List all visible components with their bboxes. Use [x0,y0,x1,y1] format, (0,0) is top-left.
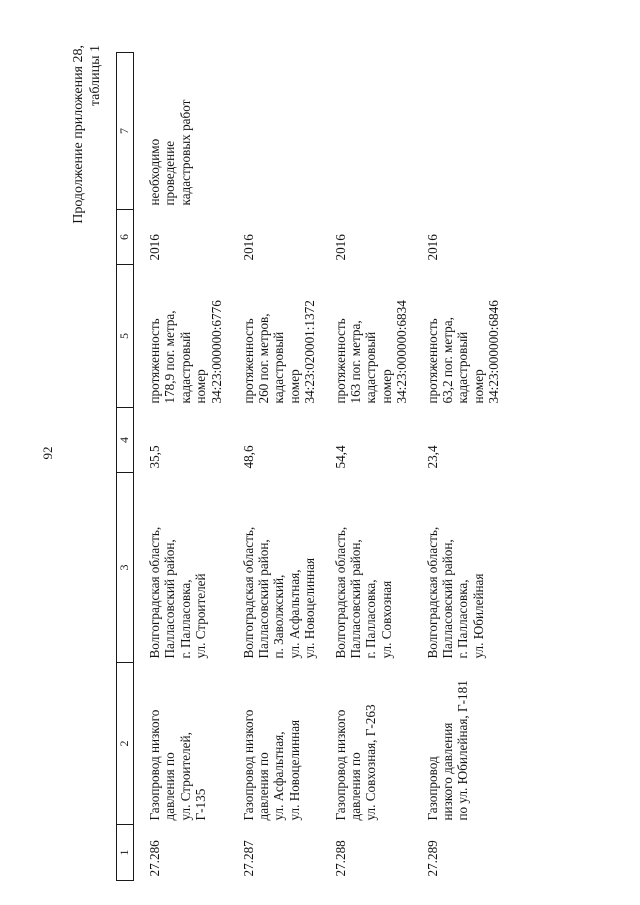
column-header-5: 5 [117,265,134,408]
row-number: 27.288 [332,840,348,877]
object-location: Волгоградская область, Палласовский район, г. Палласовка, ул. Совхозная [332,526,394,659]
column-header-3: 3 [117,473,134,663]
object-name: Газопровод низкого давления по ул. Асфальтная, ул. Новоцелинная [240,709,302,821]
object-location: Волгоградская область, Палласовский район, г. Палласовка, ул. Строителей [147,526,209,659]
object-year: 2016 [424,234,440,261]
table-row [318,53,410,881]
column-header-2: 2 [117,663,134,825]
object-value: 35,5 [147,445,162,469]
caption-line-2: таблицы 1 [88,45,103,107]
table-row [134,53,226,881]
object-year: 2016 [240,234,256,261]
column-header-1: 1 [117,825,134,881]
column-header-7: 7 [117,53,134,210]
object-name: Газопровод низкого давления по ул. Совхозная, Г-263 [332,704,379,821]
row-number: 27.286 [147,840,162,877]
object-name: Газопровод низкого давления по ул. Юбилейная, Г-181 [424,680,471,821]
object-value: 54,4 [332,445,348,469]
table-caption [70,45,104,345]
object-description: протяженность 260 пог. метров, кадастровый номер 34:23:020001:1372 [240,300,318,404]
objects-table [116,52,502,881]
object-note [410,53,502,210]
object-description: протяженность 178,9 пог. метра, кадастровый номер 34:23:000000:6776 [147,300,224,404]
row-number: 27.287 [240,840,256,877]
object-year: 2016 [147,234,162,261]
row-number: 27.289 [424,840,440,877]
page-number: 92 [40,446,55,460]
object-description: протяженность 163 пог. метра, кадастровый номер 34:23:000000:6834 [332,300,410,404]
object-name: Газопровод низкого давления по ул. Строителей, Г-135 [147,709,209,821]
table-row [410,53,502,881]
table-row [226,53,318,881]
object-note [226,53,318,210]
column-header-6: 6 [117,210,134,265]
object-location: Волгоградская область, Палласовский район, п. Заволжский, ул. Асфальтная, ул. Новоцелинная [240,526,318,659]
object-description: протяженность 63,2 пог. метра, кадастровый номер 34:23:000000:6846 [424,300,502,404]
caption-line-1: Продолжение приложения 28, [71,45,86,224]
object-value: 23,4 [424,445,440,469]
object-value: 48,6 [240,445,256,469]
object-note: необходимо проведение кадастровых работ [147,99,193,206]
object-location: Волгоградская область, Палласовский район, г. Палласовка, ул. Юбилейная [424,526,486,659]
table-header-row [117,53,134,881]
column-header-4: 4 [117,408,134,473]
object-note [318,53,410,210]
object-year: 2016 [332,234,348,261]
